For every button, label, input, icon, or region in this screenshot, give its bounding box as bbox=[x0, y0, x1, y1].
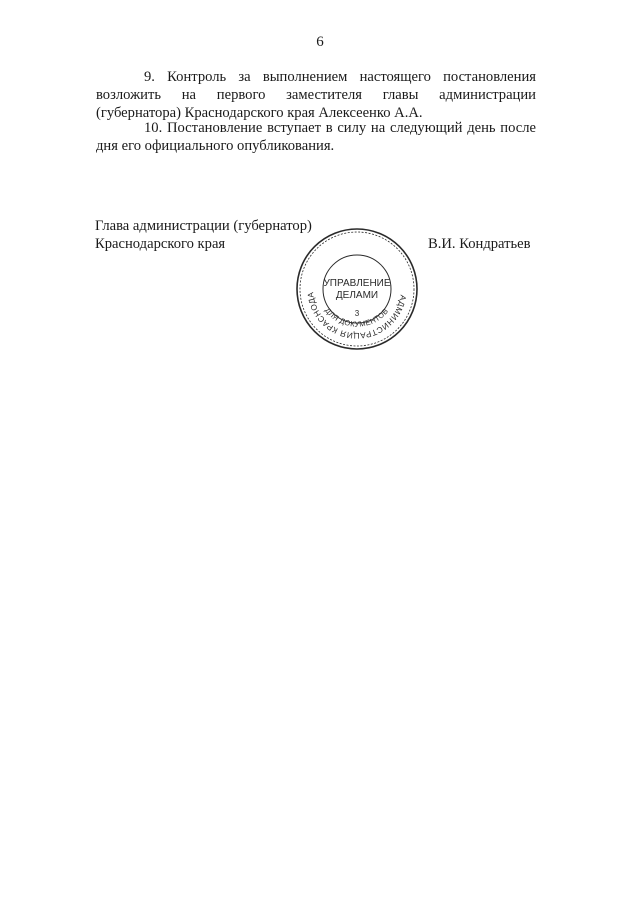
signer-name: В.И. Кондратьев bbox=[428, 236, 531, 252]
seal-center-line-2: ДЕЛАМИ bbox=[335, 290, 379, 301]
seal-number: 3 bbox=[354, 309, 360, 318]
page-number: 6 bbox=[316, 34, 324, 50]
seal-center-line-1: УПРАВЛЕНИЕ bbox=[323, 278, 391, 289]
signer-title bbox=[95, 217, 312, 253]
seal-outer-text: АДМИНИСТРАЦИЯ КРАСНОДА bbox=[306, 291, 408, 341]
official-seal bbox=[292, 224, 422, 354]
paragraph-10: 10. Постановление вступает в силу на следующий день после дня его официального опубликования. bbox=[96, 120, 536, 154]
signer-title-line-1: Глава администрации (губернатор) bbox=[95, 218, 312, 234]
seal-bottom-text: ДЛЯ ДОКУМЕНТОВ bbox=[323, 305, 391, 329]
seal-stamp-icon bbox=[292, 224, 422, 354]
signer-title-line-2: Краснодарского края bbox=[95, 236, 226, 252]
paragraph-9: 9. Контроль за выполнением настоящего постановления возложить на первого заместителя главы администрации (губернатора) Краснодарского края Алексеенко А.А. bbox=[96, 69, 536, 121]
